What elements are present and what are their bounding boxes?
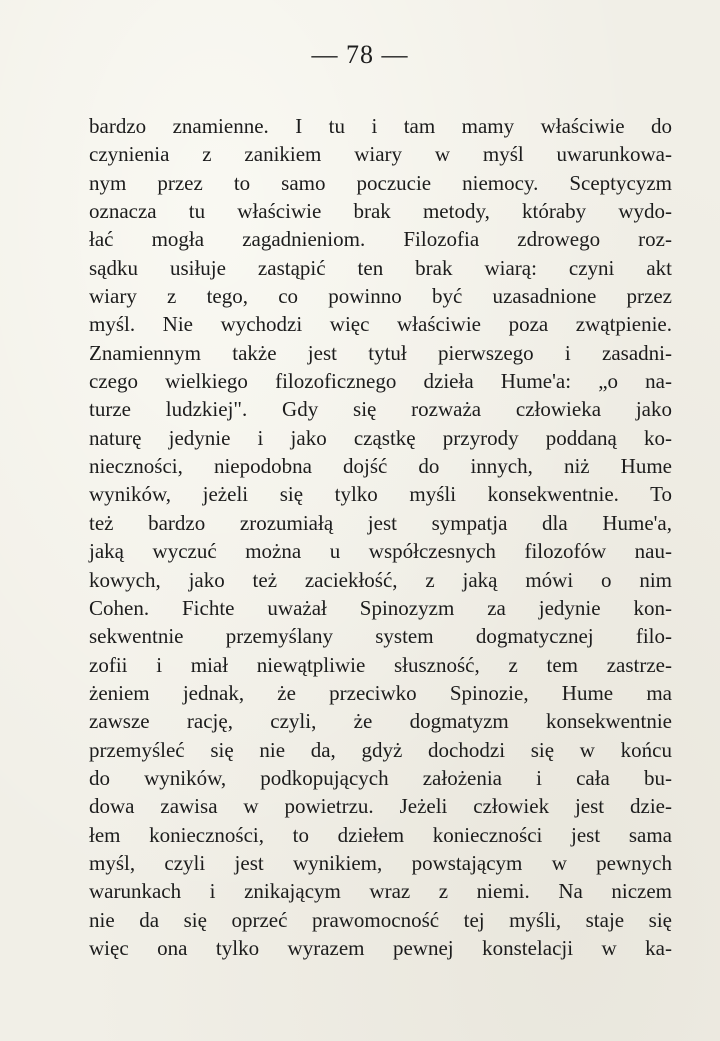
text-line: wiary z tego, co powinno być uzasadnione przez (89, 284, 672, 309)
text-line: zofii i miał niewątpliwie słuszność, z tem zastrze- (89, 652, 672, 677)
text-line: Cohen. Fichte uważał Spinozyzm za jedynie kon- (89, 595, 672, 620)
text-line: nie da się oprzeć prawomocność tej myśli, staje się (89, 907, 672, 932)
text-line: jaką wyczuć można u współczesnych filozofów nau- (89, 539, 672, 564)
text-line: łem konieczności, to dziełem konieczności jest sama (89, 822, 672, 847)
text-line: żeniem jednak, że przeciwko Spinozie, Hume ma (89, 680, 672, 705)
text-line: zawsze rację, czyli, że dogmatyzm konsekwentnie (89, 709, 672, 734)
text-line: bardzo znamienne. I tu i tam mamy właściwie do (89, 114, 672, 138)
page-number: — 78 — (311, 40, 409, 69)
text-line: kowych, jako też zaciekłość, z jaką mówi o nim (89, 567, 672, 592)
text-line: dowa zawisa w powietrzu. Jeżeli człowiek jest dzie- (89, 794, 672, 819)
text-line: do wyników, podkopujących założenia i cała bu- (89, 765, 672, 790)
text-line: myśl. Nie wychodzi więc właściwie poza zwątpienie. (89, 312, 672, 337)
text-line: łać mogła zagadnieniom. Filozofia zdrowego roz- (89, 227, 672, 252)
text-line: czego wielkiego filozoficznego dzieła Hume'a: „o na- (89, 369, 672, 394)
text-line: Znamiennym także jest tytuł pierwszego i zasadni- (89, 340, 672, 365)
text-line: przemyśleć się nie da, gdyż dochodzi się w końcu (89, 737, 672, 762)
text-line: turze ludzkiej". Gdy się rozważa człowieka jako (89, 397, 672, 422)
text-line: naturę jedynie i jako cząstkę przyrody poddaną ko- (89, 425, 672, 450)
text-line: sekwentnie przemyślany system dogmatycznej filo- (89, 624, 672, 649)
text-line: warunkach i znikającym wraz z niemi. Na niczem (89, 879, 672, 904)
body-text (89, 112, 672, 962)
text-line: myśl, czyli jest wynikiem, powstającym w pewnych (89, 850, 672, 875)
text-line: wyników, jeżeli się tylko myśli konsekwentnie. To (89, 482, 672, 507)
text-line: nieczności, niepodobna dojść do innych, niż Hume (89, 454, 672, 479)
text-line: czynienia z zanikiem wiary w myśl uwarunkowa- (89, 142, 672, 167)
text-line: też bardzo zrozumiałą jest sympatja dla Hume'a, (89, 510, 672, 535)
text-line: więc ona tylko wyrazem pewnej konstelacji w ka- (89, 935, 672, 960)
text-line: oznacza tu właściwie brak metody, któraby wydo- (89, 199, 672, 224)
text-line: nym przez to samo poczucie niemocy. Sceptycyzm (89, 170, 672, 195)
text-line: sądku usiłuje zastąpić ten brak wiarą: czyni akt (89, 255, 672, 280)
